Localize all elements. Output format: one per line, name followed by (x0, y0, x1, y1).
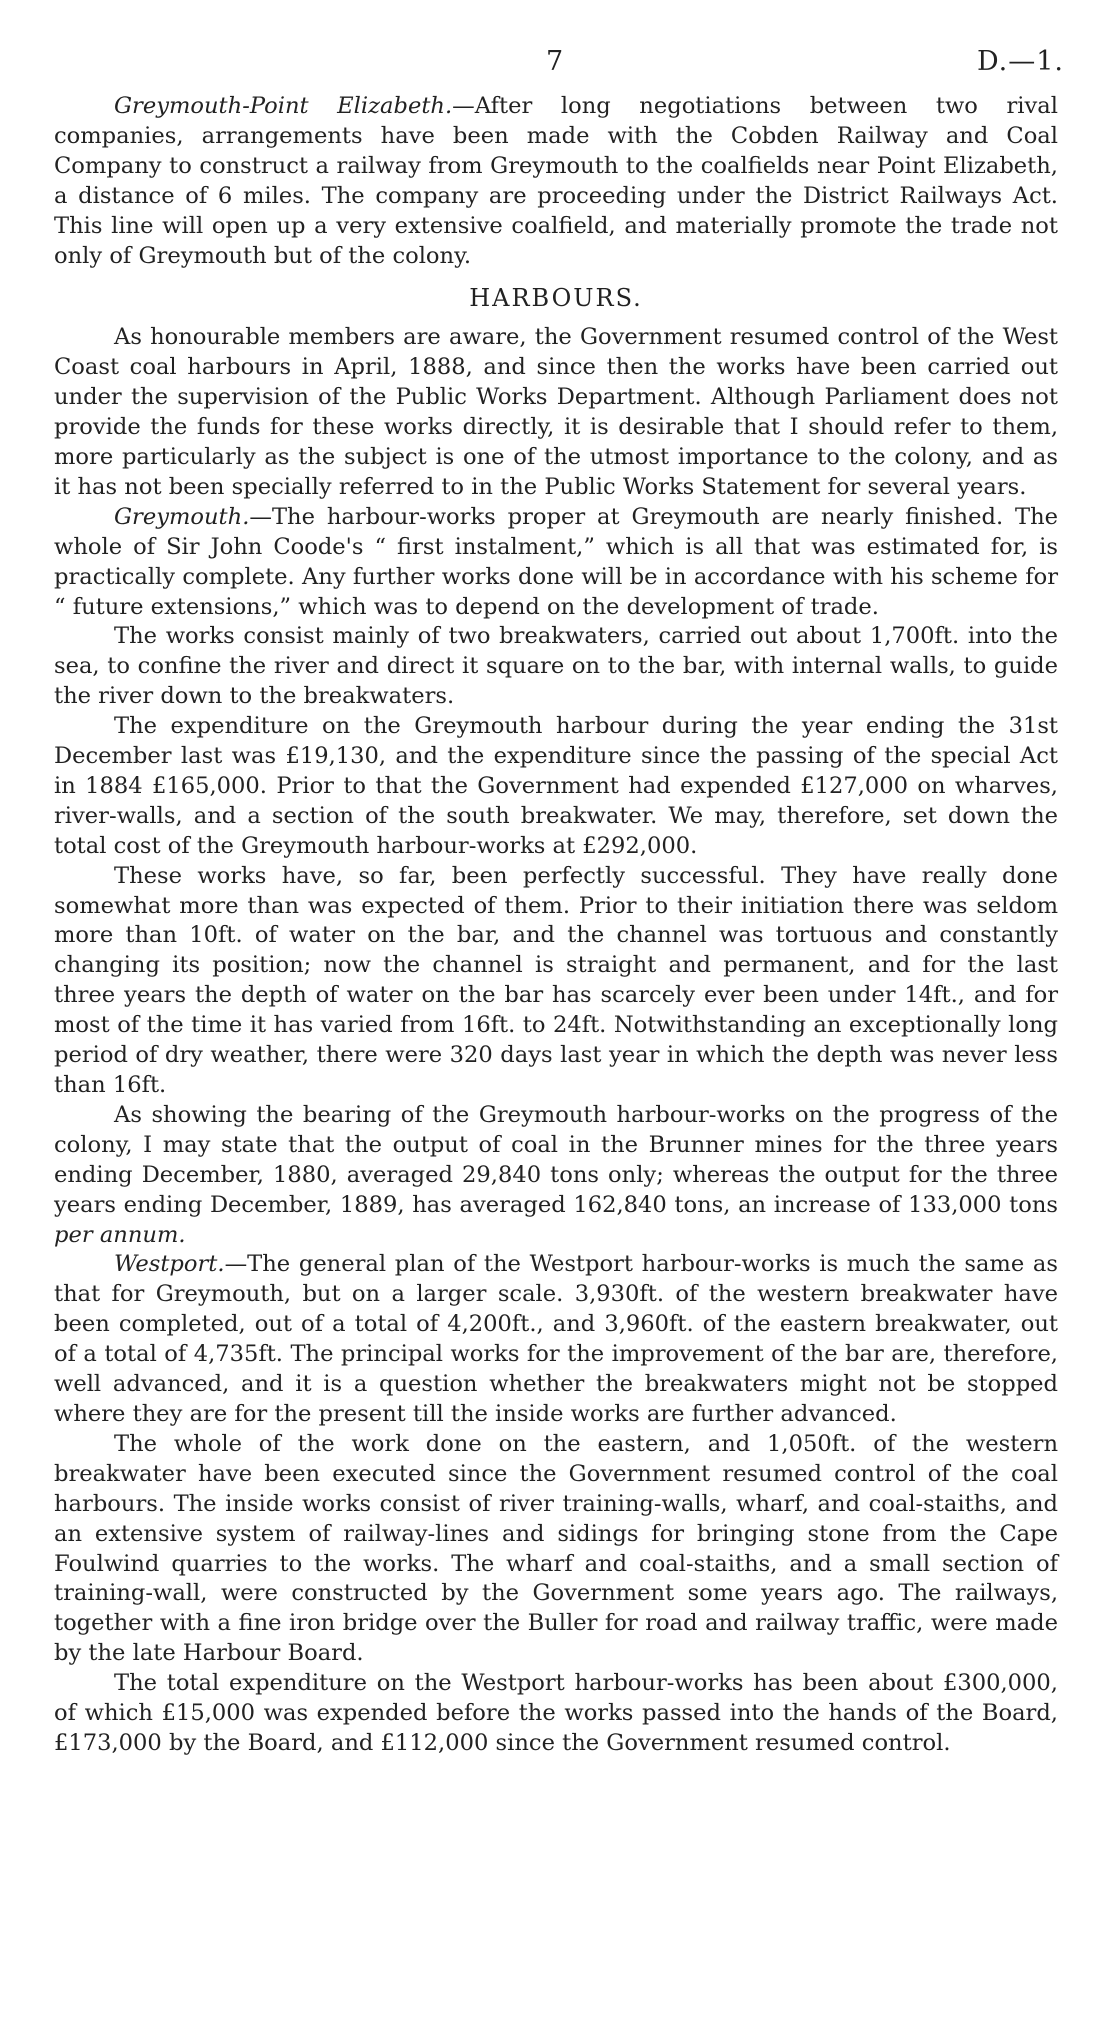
paragraph-greymouth-success: These works have, so far, been perfectly successful. They have really done somewhat more than was expected of them. Prior to their initiation there was seldom more than 10ft. of water on the bar, and the channel was tortuous and constantly changing its position; now the channel is straight and permanent, and for the last three years the depth of water on the bar has scarcely ever been under 14ft., and for most of the time it has varied from 16ft. to 24ft. Notwithstanding an exceptionally long period of dry weather, there were 320 days last year in which the depth was never less than 16ft. (54, 862, 1058, 1098)
paragraph-westport (54, 1250, 1058, 1429)
section-title-westport: Westport. (114, 1251, 225, 1278)
harbours-heading: HARBOURS. (469, 284, 643, 313)
paragraph-westport-works: The whole of the work done on the eastern, and 1,050ft. of the western breakwater have been executed since the Government resumed control of the coal harbours. The inside works consist of river training-walls, wharf, and coal-staiths, and an extensive system of railway-lines and sidings for bringing stone from the Cape Foulwind quarries to the works. The wharf and coal-staiths, and a small section of training-wall, were constructed by the Government some years ago. The railways, together with a fine iron bridge over the Buller for road and railway traffic, were made by the late Harbour Board. (54, 1430, 1058, 1667)
paragraph-greymouth-works: The works consist mainly of two breakwaters, carried out about 1,700ft. into the sea, to confine the river and direct it square on to the bar, with internal walls, to guide the river down to the breakwaters. (54, 623, 1058, 710)
paragraph-text: —The harbour-works proper at Greymouth are nearly finished. The whole of Sir John Coode's “ first instalment,” which is all that was estimated for, is practically complete. Any further works done will be in accordance with his scheme for “ future extensions,” which was to depend on the development of trade. (54, 503, 1058, 620)
paragraph-greymouth-point-elizabeth (54, 92, 1058, 271)
paragraph-text: —After long negotiations between two rival companies, arrangements have been made with the Cobden Railway and Coal Company to construct a railway from Greymouth to the coalfields near Point Elizabeth, a distance of 6 miles. The company are proceeding under the District Railways Act. This line will open up a very extensive coalfield, and materially promote the trade not only of Greymouth but of the colony. (54, 93, 1058, 269)
paragraph-greymouth-coal (54, 1101, 1058, 1251)
paragraph-harbours-intro: As honourable members are aware, the Government resumed control of the West Coast coal harbours in April, 1888, and since then the works have been carried out under the supervision of the Public Works Department. Although Parliament does not provide the funds for these works directly, it is desirable that I should refer to them, more particularly as the subject is one of the utmost importance to the colony, and as it has not been specially referred to in the Public Works Statement for several years. (54, 324, 1058, 500)
page-number: 7 (546, 46, 564, 77)
document-reference: D.—1. (976, 46, 1064, 77)
paragraph-text: As showing the bearing of the Greymouth harbour-works on the progress of the colony, I may state that the output of coal in the Brunner mines for the three years ending December, 1880, averaged 29,840 tons only; whereas the output for the three years ending December, 1889, has averaged 162,840 tons, an increase of 133,000 tons (54, 1101, 1058, 1218)
body-text (54, 92, 1058, 1759)
section-title-greymouth: Greymouth. (114, 503, 250, 530)
paragraph-westport-expenditure: The total expenditure on the Westport harbour-works has been about £300,000, of which £15,000 was expended before the works passed into the hands of the Board, £173,000 by the Board, and £112,000 since the Government resumed control. (54, 1670, 1058, 1756)
paragraph-text: —The general plan of the Westport harbour-works is much the same as that for Greymouth, but on a larger scale. 3,930ft. of the western breakwater have been completed, out of a total of 4,200ft., and 3,960ft. of the eastern breakwater, out of a total of 4,735ft. The principal works for the improvement of the bar are, therefore, well advanced, and it is a question whether the breakwaters might not be stopped where they are for the present till the inside works are further advanced. (54, 1251, 1058, 1427)
paragraph-greymouth (54, 503, 1058, 623)
per-annum-text: per annum. (54, 1221, 186, 1248)
paragraph-greymouth-expenditure: The expenditure on the Greymouth harbour during the year ending the 31st December last was £19,130, and the expenditure since the passing of the special Act in 1884 £165,000. Prior to that the Government had expended £127,000 on wharves, river-walls, and a section of the south breakwater. We may, therefore, set down the total cost of the Greymouth harbour-works at £292,000. (54, 713, 1058, 859)
section-title-greymouth-point-elizabeth: Greymouth-Point Elizabeth. (114, 93, 453, 119)
